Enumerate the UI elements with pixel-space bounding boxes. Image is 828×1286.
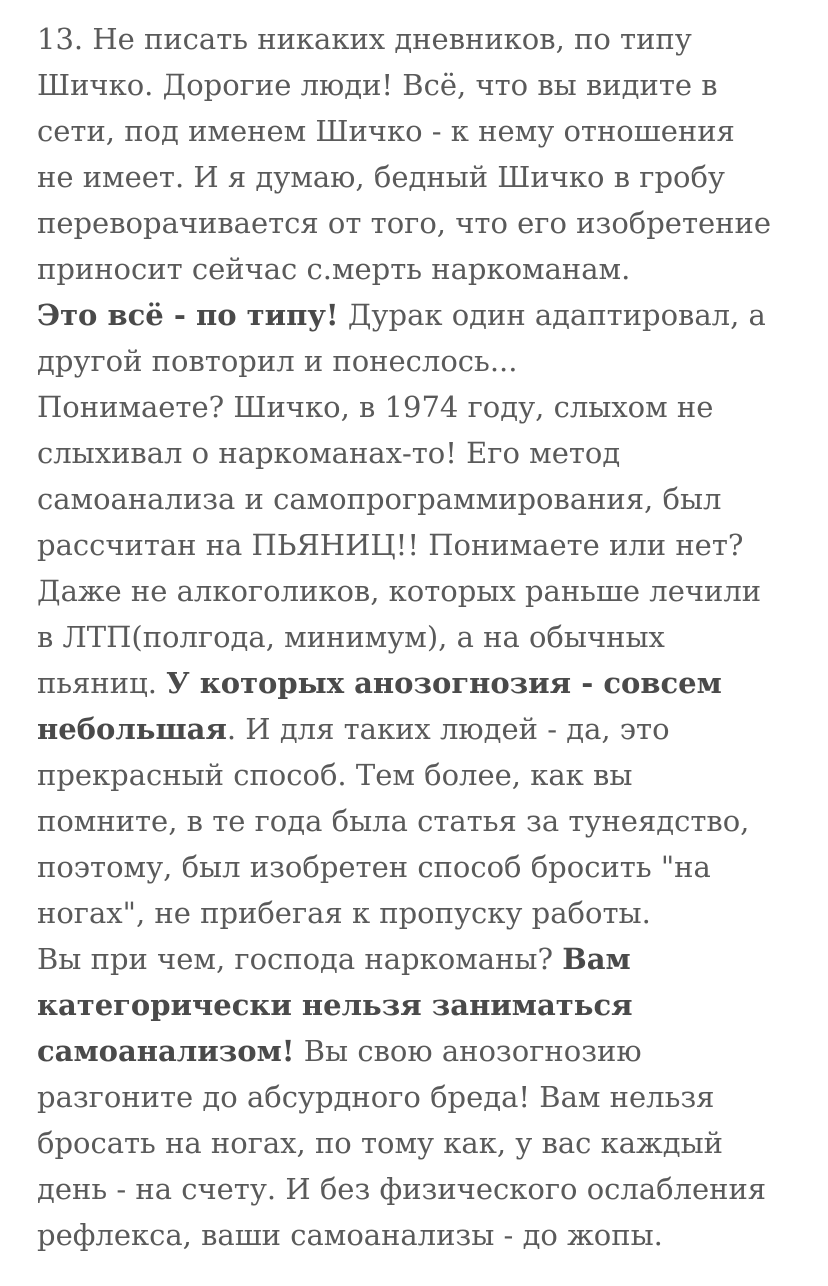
text-segment: разгоните до абсурдного бреда! Вам нельзя (37, 1080, 715, 1114)
text-segment: 13. Не писать никаких дневников, по типу (37, 22, 692, 56)
text-line (37, 890, 798, 936)
text-segment: Дурак один адаптировал, а (338, 298, 766, 332)
text-segment: рассчитан на ПЬЯНИЦ!! Понимаете или нет? (37, 528, 744, 562)
text-segment: Вы свою анозогнозию (294, 1034, 642, 1068)
text-line (37, 154, 798, 200)
text-segment: прекрасный способ. Тем более, как вы (37, 758, 633, 792)
text-line (37, 292, 798, 338)
text-line (37, 1166, 798, 1212)
text-line (37, 660, 798, 706)
text-line (37, 16, 798, 62)
text-line (37, 62, 798, 108)
text-line (37, 200, 798, 246)
bold-text-segment: самоанализом! (37, 1034, 295, 1068)
bold-text-segment: Это всё - по типу! (37, 298, 339, 332)
text-line (37, 522, 798, 568)
text-segment: не имеет. И я думаю, бедный Шичко в гробу (37, 160, 725, 194)
text-line (37, 982, 798, 1028)
bold-text-segment: Вам (562, 942, 631, 976)
text-segment: пьяниц. (37, 666, 167, 700)
text-line (37, 706, 798, 752)
text-segment: Понимаете? Шичко, в 1974 году, слыхом не (37, 390, 714, 424)
bold-text-segment: небольшая (37, 712, 227, 746)
text-line (37, 568, 798, 614)
text-line (37, 844, 798, 890)
text-segment: поэтому, был изобретен способ бросить "на (37, 850, 711, 884)
text-line (37, 1074, 798, 1120)
text-line (37, 798, 798, 844)
text-segment: Шичко. Дорогие люди! Всё, что вы видите в (37, 68, 718, 102)
text-segment: день - на счету. И без физического ослабления (37, 1172, 767, 1206)
text-line (37, 384, 798, 430)
text-line (37, 1028, 798, 1074)
text-line (37, 108, 798, 154)
bold-text-segment: категорически нельзя заниматься (37, 988, 633, 1022)
text-segment: . И для таких людей - да, это (226, 712, 670, 746)
text-segment: другой повторил и понеслось... (37, 344, 518, 378)
text-line (37, 246, 798, 292)
text-segment: слыхивал о наркоманах-то! Его метод (37, 436, 621, 470)
text-line (37, 936, 798, 982)
text-line (37, 476, 798, 522)
text-segment: бросать на ногах, по тому как, у вас каждый (37, 1126, 724, 1160)
text-segment: в ЛТП(полгода, минимум), а на обычных (37, 620, 665, 654)
text-line (37, 1120, 798, 1166)
text-segment: сети, под именем Шичко - к нему отношения (37, 114, 735, 148)
text-segment: Даже не алкоголиков, которых раньше лечили (37, 574, 762, 608)
text-segment: приносит сейчас с.мерть наркоманам. (37, 252, 631, 286)
text-segment: самоанализа и самопрограммирования, был (37, 482, 722, 516)
text-segment: ногах", не прибегая к пропуску работы. (37, 896, 651, 930)
text-line (37, 1212, 798, 1258)
text-line (37, 614, 798, 660)
text-segment: помните, в те года была статья за тунеядство, (37, 804, 750, 838)
bold-text-segment: У которых анозогнозия - совсем (166, 666, 722, 700)
text-line (37, 430, 798, 476)
text-segment: Вы при чем, господа наркоманы? (37, 942, 563, 976)
text-segment: переворачивается от того, что его изобретение (37, 206, 771, 240)
text-segment: рефлекса, ваши самоанализы - до жопы. (37, 1218, 663, 1252)
text-line (37, 752, 798, 798)
text-line (37, 338, 798, 384)
